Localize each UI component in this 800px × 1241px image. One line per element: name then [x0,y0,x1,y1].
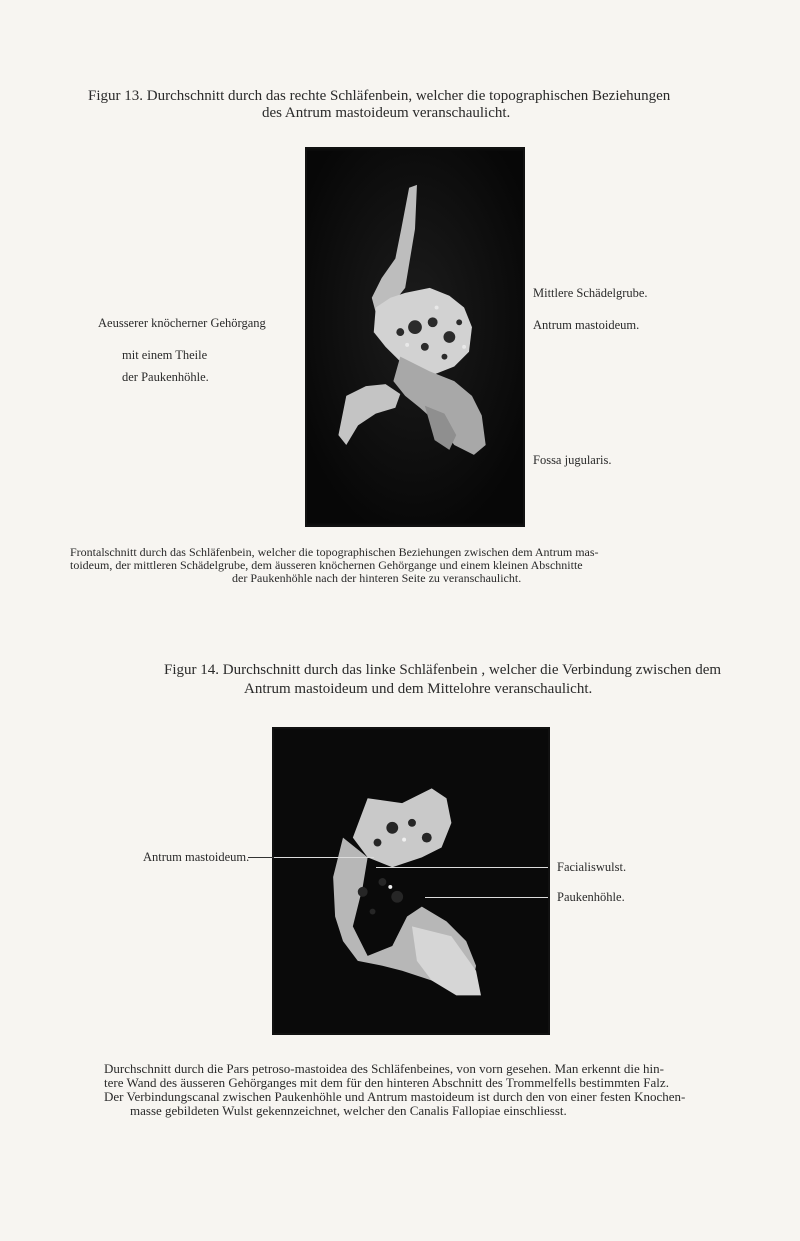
figure14-photo-plate [272,727,550,1035]
figure13-caption-line3: der Paukenhöhle nach der hinteren Seite zu veranschaulicht. [232,571,522,585]
label-antrum-mastoideum-13: Antrum mastoideum. [533,318,640,332]
figure13-title-line1: Figur 13. Durchschnitt durch das rechte Schläfenbein, welcher die topographischen Beziehungen [88,88,671,104]
label-antrum-mastoideum-14: Antrum mastoideum. [143,850,250,864]
leader-line-paukenhoehle-inside [425,897,548,898]
label-der-paukenhoehle: der Paukenhöhle. [122,370,209,384]
figure14-caption-line1: Durchschnitt durch die Pars petroso-mastoidea des Schläfenbeines, von vorn gesehen. Man erkennt die hin- [104,1061,664,1076]
leader-line-antrum-outside [248,857,274,858]
label-mit-einem-theile: mit einem Theile [122,348,208,362]
figure14-bone-section-image [274,729,548,1033]
label-mittlere-schaedelgrube: Mittlere Schädelgrube. [533,286,648,300]
label-facialiswulst: Facialiswulst. [557,860,627,874]
leader-line-antrum-inside [274,857,374,858]
figure14-caption-line3: Der Verbindungscanal zwischen Paukenhöhle und Antrum mastoideum ist durch den von einer festen Knochen- [104,1089,686,1104]
figure14-title-line1: Figur 14. Durchschnitt durch das linke Schläfenbein , welcher die Verbindung zwischen dem [164,662,722,678]
figure14-title-line2: Antrum mastoideum und dem Mittelohre veranschaulicht. [244,681,593,697]
figure13-caption-line2: toideum, der mittleren Schädelgrube, dem äusseren knöchernen Gehörgange und einem kleinen Abschnitte [70,558,583,572]
figure13-bone-section-image [307,149,523,525]
leader-line-facialiswulst-inside [376,867,548,868]
label-paukenhoehle: Paukenhöhle. [557,890,625,904]
figure14-caption-line4: masse gebildeten Wulst gekennzeichnet, welcher den Canalis Fallopiae einschliesst. [130,1103,567,1118]
label-fossa-jugularis: Fossa jugularis. [533,453,612,467]
figure13-caption-line1: Frontalschnitt durch das Schläfenbein, welcher die topographischen Beziehungen zwischen dem Antrum mas- [70,545,599,559]
figure14-caption-line2: tere Wand des äusseren Gehörganges mit dem für den hinteren Abschnitt des Trommelfells bestimmten Falz. [104,1075,669,1090]
figure13-photo-plate [305,147,525,527]
figure13-title-line2: des Antrum mastoideum veranschaulicht. [262,105,511,121]
label-aeusserer-gehoergang: Aeusserer knöcherner Gehörgang [98,316,266,330]
